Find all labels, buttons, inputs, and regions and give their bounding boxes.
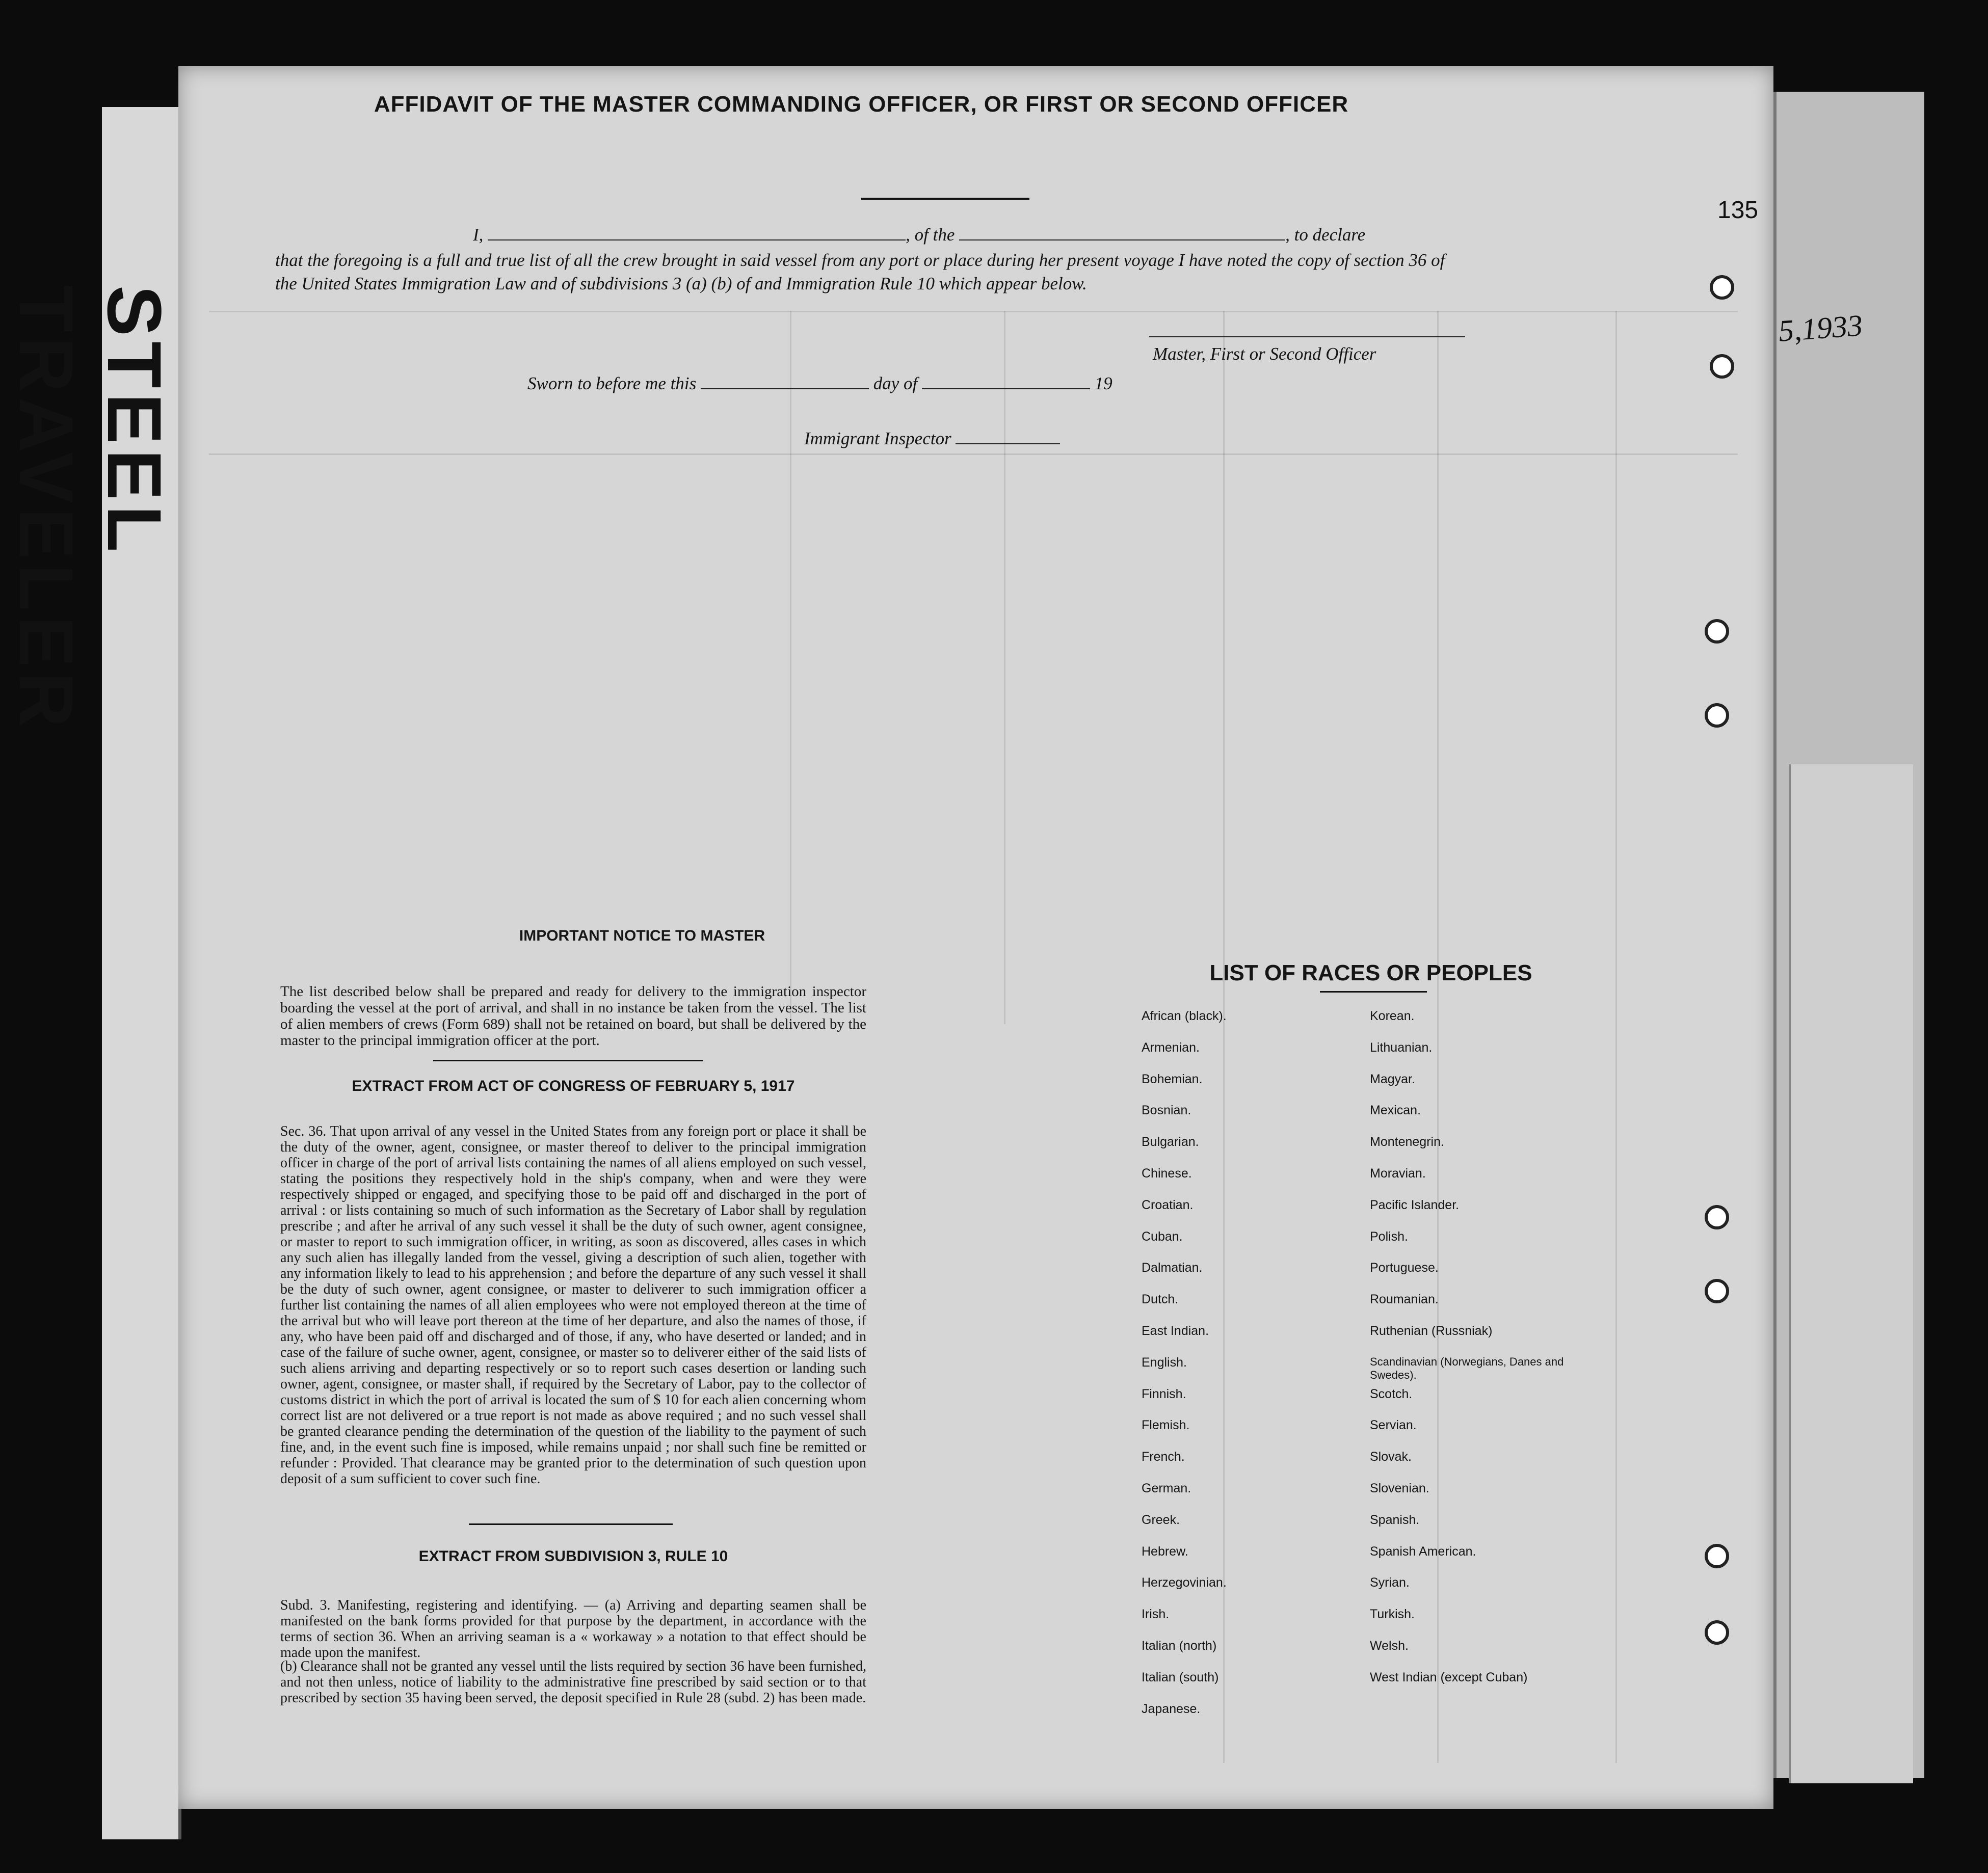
ghost-rule [1615,311,1617,1763]
race-item: Pacific Islander. [1370,1197,1460,1212]
race-item: French. [1142,1450,1185,1464]
race-item: Ruthenian (Russniak) [1370,1323,1493,1338]
sworn-month-blank[interactable] [922,373,1090,389]
punch-hole [1705,703,1729,728]
affidavit-declare-label: , to declare [1285,225,1366,245]
race-item: Polish. [1370,1229,1409,1244]
race-item: Dutch. [1142,1292,1179,1307]
races-right-column [1370,1009,1584,1702]
ghost-rule [1004,311,1005,1024]
race-item: Montenegrin. [1370,1135,1444,1149]
act-text: Sec. 36. That upon arrival of any vessel in the United States from any foreign port or place it shall be the duty of the owner, agent, consignee, or master thereof to deliver to the principal immigration officer in charge of the port of arrival lists containing the names of all aliens employed on such vessel, stating the positions they respectively hold in the ship's company, when and were they were respectively shipped or engaged, and specifying those to be paid off and discharged in the port of arrival : or lists containing so much of such information as the Secretary of Labor shall by regulation prescribe ; and after he arrival of any such vessel it shall be the duty of such owner, agent consignee, or master to report to such immigration officer, in writing, as soon as discovered, alles cases in which any such alien has illegally landed from the vessel, giving a description of such alien, together with any information likely to lead to his apprehension ; and before the departure of any such vessel it shall be the duty of such owner, agent consignee, or master to deliverer to such immigration officer a further list containing the names of all alien employees who were not employed thereon at the time of the arrival but who will leave port thereon at the time of her departure, and also the names of those, if any, who have been paid off and discharged and of those, if any, who have deserted or landed; and in case of the failure of suche owner, agent, consignee, or master so to deliverer either of the said lists of such aliens arriving and departing respectively or so to report such cases desertion or landing such owner, agent, consignee, or master shall, if required by the Secretary of Labor, pay to the collector of customs district in which the port of arrival is located the sum of $ 10 for each alien concerning whom correct list are not delivered or a true report is not made as above required ; and no such vessel shall be granted clearance pending the determination of the question of the liability to the payment of such fine, and, in the event such fine is imposed, while remains unpaid ; nor shall such fine be remitted or refunder : Provided. That clearance may be granted prior to the determination of such question upon deposit of a sum sufficient to cover such fine. [280,1123,866,1487]
signature-label: Master, First or Second Officer [1153,344,1376,364]
handwritten-date: 5,1933 [1777,308,1864,348]
act-divider [469,1523,673,1525]
races-heading: LIST OF RACES OR PEOPLES [1209,960,1532,985]
rule-text-b: (b) Clearance shall not be granted any vessel until the lists required by section 36 have been furnished, and not then unless, notice of liability to the administrative fine prescribed by said section or to that prescribed by section 35 having been served, the deposit specified in Rule 28 (subd. 2) has been made. [280,1658,866,1706]
races-left-column [1142,1009,1345,1733]
ghost-rule [790,311,791,1024]
affidavit-title: AFFIDAVIT OF THE MASTER COMMANDING OFFICER, OR FIRST OR SECOND OFFICER [374,92,1349,117]
race-item: Bosnian. [1142,1103,1191,1118]
sworn-day-blank[interactable] [701,373,869,389]
race-item: Magyar. [1370,1072,1415,1086]
race-item: Bohemian. [1142,1072,1203,1086]
vessel-blank[interactable] [959,224,1285,240]
race-item: Italian (north) [1142,1638,1217,1653]
inspector-line [804,428,1090,449]
affidavit-i-label: I, [473,225,484,245]
ghost-rule [209,311,1738,312]
race-item: Moravian. [1370,1166,1426,1181]
race-item: Flemish. [1142,1418,1190,1433]
notice-heading: IMPORTANT NOTICE TO MASTER [519,927,765,944]
affidavit-of-the-label: , of the [906,225,955,245]
act-heading: EXTRACT FROM ACT OF CONGRESS OF FEBRUARY 5, 1917 [352,1078,795,1094]
race-item: Servian. [1370,1418,1417,1433]
punch-hole [1705,1205,1729,1229]
race-item: Greek. [1142,1512,1180,1527]
punch-hole [1705,1279,1729,1303]
race-item: Lithuanian. [1370,1040,1433,1055]
race-item: Korean. [1370,1009,1415,1023]
race-item: Herzegovinian. [1142,1575,1227,1590]
race-item: Cuban. [1142,1229,1183,1244]
race-item: Irish. [1142,1607,1170,1622]
race-item: Armenian. [1142,1040,1200,1055]
race-item: Dalmatian. [1142,1261,1203,1275]
races-divider [1320,991,1427,993]
ghost-rule [209,453,1738,455]
race-item: Welsh. [1370,1638,1409,1653]
punch-hole [1705,1544,1729,1568]
signature-blank[interactable] [1149,336,1465,337]
race-item: Mexican. [1370,1103,1421,1118]
notice-text: The list described below shall be prepared and ready for delivery to the immigration inspector boarding the vessel at the port of arrival, and shall in no instance be taken from the vessel. The list of alien members of crews (Form 689) shall not be retained on board, but shall be delivered by the master to the principal immigration officer at the port. [280,983,866,1049]
race-item: West Indian (except Cuban) [1370,1670,1528,1684]
race-item: Syrian. [1370,1575,1410,1590]
sworn-line [527,373,1215,394]
punch-hole [1710,275,1734,300]
day-of-label: day of [873,373,918,393]
name-blank[interactable] [488,224,906,240]
rule-heading: EXTRACT FROM SUBDIVISION 3, RULE 10 [418,1548,728,1565]
race-item: Slovak. [1370,1450,1412,1464]
race-item: Croatian. [1142,1197,1194,1212]
race-item: Japanese. [1142,1701,1201,1716]
race-item: Spanish. [1370,1512,1420,1527]
year-prefix: 19 [1094,373,1112,393]
race-item: Portuguese. [1370,1261,1439,1275]
rule-text-a: Subd. 3. Manifesting, registering and identifying. — (a) Arriving and departing seamen shall be manifested on the bank forms provided for that purpose by the department, in accordance with the terms of section 36. When an arriving seaman is a « workaway » a notation to that effect should be made upon the manifest. [280,1597,866,1661]
race-item: Finnish. [1142,1386,1186,1401]
race-item: English. [1142,1355,1187,1370]
race-item: Turkish. [1370,1607,1415,1622]
race-item: Hebrew. [1142,1544,1188,1559]
inspector-blank[interactable] [956,428,1060,444]
race-item: Chinese. [1142,1166,1192,1181]
race-item: East Indian. [1142,1323,1209,1338]
race-item: Scandinavian (Norwegians, Danes and Swedes). [1370,1355,1564,1381]
sworn-label: Sworn to before me this [527,373,697,393]
race-item: Scotch. [1370,1386,1413,1401]
punch-hole [1710,354,1734,379]
race-item: African (black). [1142,1009,1227,1023]
race-item: Spanish American. [1370,1544,1476,1559]
affidavit-paragraph: that the foregoing is a full and true list of all the crew brought in said vessel from any port or place during her present voyage I have noted the copy of section 36 of the United States Immigration Law and of subdivisions 3 (a) (b) of and Immigration Rule 10 which appear below. [275,250,1445,293]
page-number: 135 [1717,197,1759,224]
punch-hole [1705,619,1729,644]
side-strip-label: STEEL TRAVELER [4,285,177,733]
race-item: Bulgarian. [1142,1135,1199,1149]
race-item: Roumanian. [1370,1292,1439,1307]
race-item: German. [1142,1481,1191,1495]
inspector-label: Immigrant Inspector [804,429,951,448]
race-item: Slovenian. [1370,1481,1429,1495]
race-item: Italian (south) [1142,1670,1219,1684]
affidavit-declaration-line [473,224,1467,245]
punch-hole [1705,1620,1729,1645]
back-sheet-lower [1789,764,1913,1783]
notice-divider [433,1060,703,1061]
title-divider [861,198,1029,200]
